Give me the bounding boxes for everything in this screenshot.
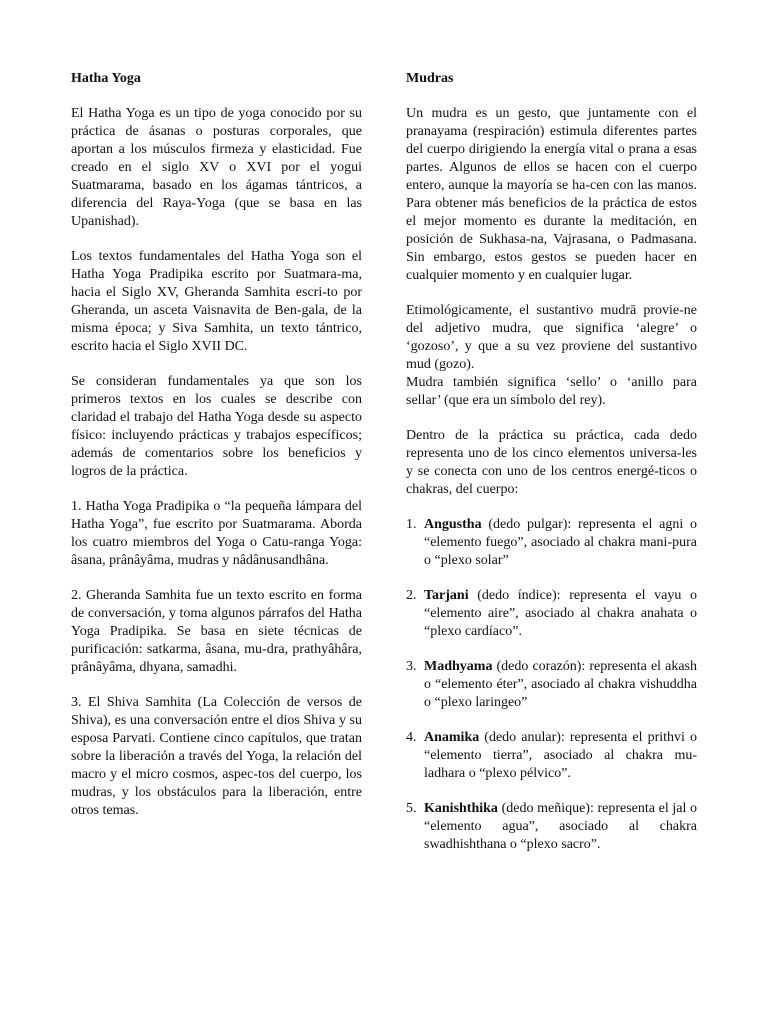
- paragraph-gheranda: 2. Gheranda Samhita fue un texto escrito en forma de conversación, y toma algunos párrafos del Hatha Yoga Pradipika. Se basa en siete técnicas de purificación: satkarma, âsana, mu-dra, prathyâhâra, prânâyâma, dhyana, samadhi.: [71, 588, 362, 675]
- list-item-tarjani: [406, 587, 697, 641]
- paragraph-pradipika: 1. Hatha Yoga Pradipika o “la pequeña lámpara del Hatha Yoga”, fue escrito por Suatmarama. Aborda los cuatro miembros del Yoga o Catu-ranga Yoga: âsana, prânâyâma, mudras y nâdânusandhâna.: [71, 499, 362, 568]
- paragraph-shiva: 3. El Shiva Samhita (La Colección de versos de Shiva), es una conversación entre el dios Shiva y su esposa Parvati. Contiene cinco capítulos, que tratan sobre la liberación a través del Yoga, la relación del macro y el micro cosmos, aspec-tos del cuerpo, los mudras, y los obstáculos para la liberación, entre otros temas.: [71, 695, 362, 818]
- finger-name: Anamika: [424, 730, 480, 745]
- list-number: 4.: [406, 730, 417, 745]
- finger-description: (dedo índice): representa el vayu o “elemento aire”, asociado al chakra anahata o “plexo cardíaco”.: [424, 588, 697, 639]
- finger-name: Madhyama: [424, 659, 493, 674]
- paragraph: Un mudra es un gesto, que juntamente con el pranayama (respiración) estimula diferentes partes del cuerpo dirigiendo la energía vital o prana a esas partes. Algunos de ellos se hacen con el cuerpo entero, aunque la mayoría se ha-cen con las manos. Para obtener más beneficios de la práctica de estos el mejor momento es durante la meditación, en posición de Sukhasa-na, Vajrasana, o Padmasana. Sin embargo, estos gestos se pueden hacer en cualquier momento y en cualquier lugar.: [406, 106, 697, 283]
- list-number: 2.: [406, 588, 417, 603]
- finger-description: (dedo anular): representa el prithvi o “elemento tierra”, asociado al chakra mu-ladhara o “plexo pélvico”.: [424, 730, 697, 781]
- section-title-mudras: Mudras: [406, 71, 454, 86]
- finger-description: (dedo corazón): representa el akash o “elemento éter”, asociado al chakra vishuddha o “plexo laringeo”: [424, 659, 697, 710]
- left-column: [71, 70, 362, 837]
- finger-name: Angustha: [424, 517, 482, 532]
- finger-description: (dedo meñique): representa el jal o “elemento agua”, asociado al chakra swadhishthana o “plexo sacro”.: [424, 801, 697, 852]
- finger-name: Kanishthika: [424, 801, 498, 816]
- right-column: [406, 70, 697, 871]
- finger-description: (dedo pulgar): representa el agni o “elemento fuego”, asociado al chakra mani-pura o “plexo solar”: [424, 517, 697, 568]
- paragraph: El Hatha Yoga es un tipo de yoga conocido por su práctica de ásanas o posturas corporales, que aportan a los músculos firmeza y elasticidad. Fue creado en el siglo XV o XVI por el yogui Suatmarama, basado en los ágamas tántricos, a diferencia del Raya-Yoga (que se basa en las Upanishad).: [71, 106, 362, 229]
- paragraph-seal: Mudra también significa ‘sello’ o ‘anillo para sellar’ (que era un símbolo del rey).: [406, 375, 697, 408]
- list-number: 3.: [406, 659, 417, 674]
- list-item-madhyama: [406, 658, 697, 712]
- list-item-anamika: [406, 729, 697, 783]
- paragraph: Se consideran fundamentales ya que son los primeros textos en los cuales se describe con claridad el trabajo del Hatha Yoga desde su aspecto físico: incluyendo prácticas y trabajos específicos; además de comentarios sobre los beneficios y logros de la práctica.: [71, 374, 362, 479]
- list-number: 1.: [406, 517, 417, 532]
- paragraph: Dentro de la práctica su práctica, cada dedo representa uno de los cinco elementos universa-les y se conecta con uno de los centros energé-ticos o chakras, del cuerpo:: [406, 428, 697, 497]
- paragraph-etymology: Etimológicamente, el sustantivo mudrā provie-ne del adjetivo mudra, que significa ‘alegre’ o ‘gozoso’, y que a su vez proviene del sustantivo mud (gozo).: [406, 303, 697, 372]
- section-title-hatha-yoga: Hatha Yoga: [71, 71, 141, 86]
- list-number: 5.: [406, 801, 417, 816]
- finger-name: Tarjani: [424, 588, 469, 603]
- paragraph: Los textos fundamentales del Hatha Yoga son el Hatha Yoga Pradipika escrito por Suatmara-ma, hacia el Siglo XV, Gheranda Samhita escri-to por Gheranda, un asceta Vaisnavita de Ben-gala, de la misma época; y Siva Samhita, un texto tántrico, escrito hacia el Siglo XVII DC.: [71, 249, 362, 354]
- list-item-angustha: [406, 516, 697, 570]
- list-item-kanishthika: [406, 800, 697, 854]
